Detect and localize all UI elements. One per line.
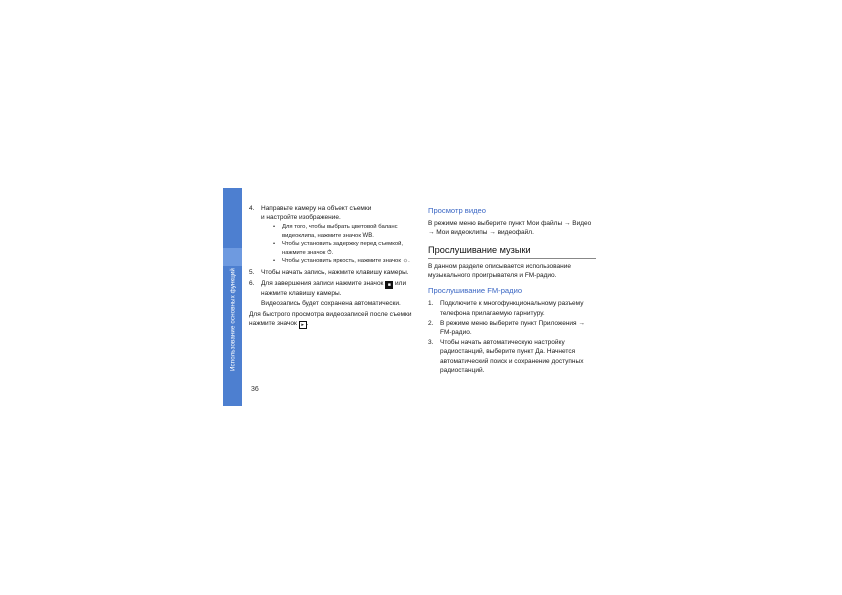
bullet-item: • Чтобы установить яркость, нажмите значок ☼.	[273, 258, 410, 265]
white-balance-icon: WB	[362, 232, 373, 239]
page-number: 36	[251, 386, 259, 393]
timer-icon: ⏱	[327, 249, 332, 256]
bullet-item: • Чтобы установить задержку перед съемкой, нажмите значок ⏱.	[273, 241, 404, 256]
video-section	[428, 206, 596, 238]
fm-steps	[428, 299, 596, 375]
step-4: 4. Направьте камеру на объект съемки и настройте изображение. • Для того, чтобы выбрать цветовой баланс видеоклипа, нажмите значок WB. • Чтобы установить задержку перед съемкой, нажмите значок ⏱. • Чтобы установить яркость, нажмите значок ☼.	[249, 204, 419, 267]
video-heading: Просмотр видео	[428, 206, 486, 215]
video-text: В режиме меню выберите пункт Мои файлы → Видео → Мои видеоклипы → видеофайл.	[428, 220, 592, 237]
step-4-line-1: Направьте камеру на объект съемки	[261, 205, 372, 212]
step-6: 6. Для завершения записи нажмите значок ■ или нажмите клавишу камеры.	[249, 279, 407, 297]
music-text: В данном разделе описывается использование музыкального проигрывателя и FM-радио.	[428, 262, 571, 280]
brightness-icon: ☼	[402, 258, 409, 265]
fm-step: 1. Подключите к многофункциональному разъему телефона прилагаемую гарнитуру.	[428, 300, 584, 317]
chapter-tab-marker	[223, 248, 242, 266]
step-4-line-2: и настройте изображение.	[261, 214, 341, 222]
fm-step: 3. Чтобы начать автоматическую настройку радиостанций, выберите пункт Да. Начнется автоматический поиск и сохранение доступных радиостанций.	[428, 339, 584, 374]
left-column	[249, 204, 419, 329]
music-heading: Прослушивание музыки	[428, 246, 596, 259]
step-4-bullets	[273, 223, 419, 265]
bullet-item: • Для того, чтобы выбрать цветовой баланс видеоклипа, нажмите значок WB.	[273, 224, 398, 239]
fm-heading: Прослушивание FM-радио	[428, 286, 523, 296]
chapter-tab-label: Использование основных функций	[229, 268, 237, 372]
stop-icon: ■	[385, 281, 393, 289]
right-column	[428, 206, 596, 376]
step-5: 5. Чтобы начать запись, нажмите клавишу камеры.	[249, 269, 409, 277]
quick-view-paragraph: Для быстрого просмотра видеозаписей после съемки нажмите значок ▸ .	[249, 311, 412, 329]
step-6-note: Видеозапись будет сохранена автоматически.	[261, 299, 401, 307]
fm-step: 2. В режиме меню выберите пункт Приложения → FM-радио.	[428, 319, 585, 337]
view-icon: ▸	[299, 321, 307, 329]
